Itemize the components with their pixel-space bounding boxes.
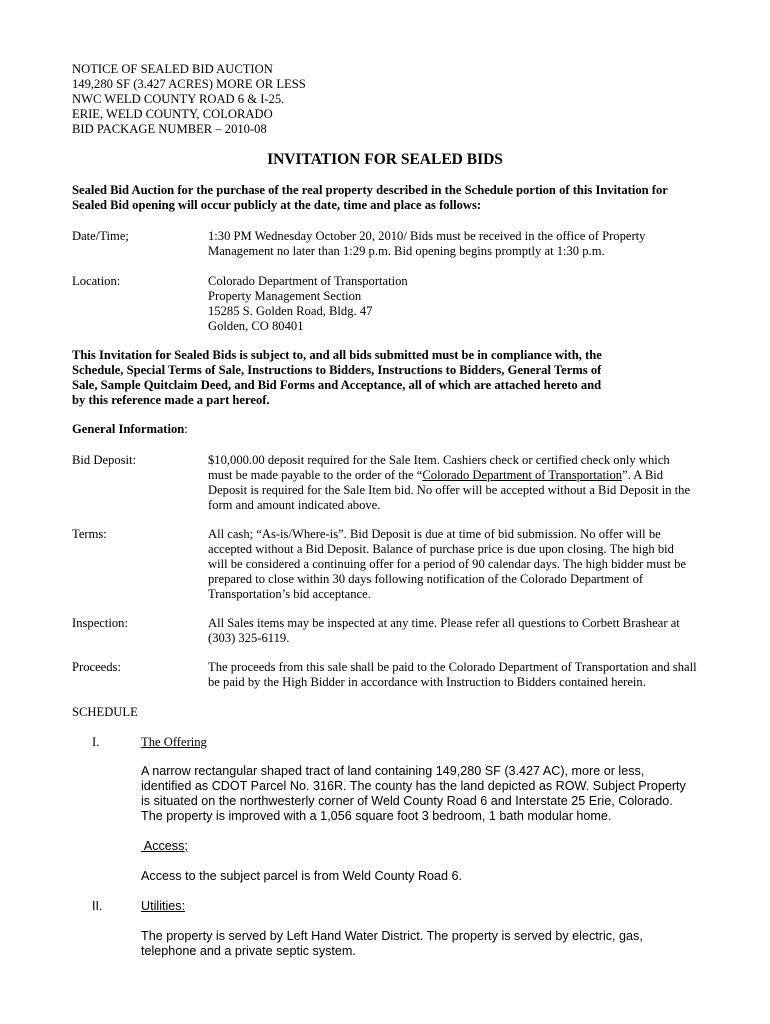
compliance-line: by this reference made a part hereof. xyxy=(72,393,270,407)
location-line: Colorado Department of Transportation xyxy=(208,274,408,288)
utilities-line: The property is served by Left Hand Water District. The property is served by electric, gas, xyxy=(141,929,643,943)
compliance-paragraph xyxy=(72,348,602,408)
date-time-line: 1:30 PM Wednesday October 20, 2010/ Bids must be received in the office of Property xyxy=(208,229,646,243)
terms-line: will be considered a continuing offer for a period of 90 calendar days. The high bidder must be xyxy=(208,557,686,571)
terms-value xyxy=(208,527,708,602)
section-one-title: The Offering xyxy=(141,735,207,749)
location-line: Golden, CO 80401 xyxy=(208,319,304,333)
bid-deposit-value xyxy=(208,453,708,513)
proceeds-line: be paid by the High Bidder in accordance with Instruction to Bidders contained herein. xyxy=(208,675,646,689)
general-information-heading xyxy=(72,422,188,437)
general-information-colon: : xyxy=(184,422,188,436)
bid-deposit-line: form and amount indicated above. xyxy=(208,498,381,512)
offering-line: A narrow rectangular shaped tract of land containing 149,280 SF (3.427 AC), more or less, xyxy=(141,764,645,778)
intro-line: Sealed Bid Auction for the purchase of the real property described in the Schedule portion of this Invitation for xyxy=(72,183,668,197)
terms-line: Transportation’s bid acceptance. xyxy=(208,587,371,601)
bid-deposit-text: must be made payable to the order of the “ xyxy=(208,468,423,482)
offering-line: The property is improved with a 1,056 square foot 3 bedroom, 1 bath modular home. xyxy=(141,809,612,823)
proceeds-value xyxy=(208,660,708,690)
inspection-label: Inspection: xyxy=(72,616,128,630)
header-line: ERIE, WELD COUNTY, COLORADO xyxy=(72,107,273,121)
location-label: Location: xyxy=(72,274,121,288)
bid-deposit-label: Bid Deposit: xyxy=(72,453,137,467)
location-value xyxy=(208,274,708,334)
inspection-value xyxy=(208,616,708,646)
bid-deposit-line: Deposit is required for the Sale Item bid. No offer will be accepted without a Bid Deposit in the xyxy=(208,483,691,497)
compliance-line: This Invitation for Sealed Bids is subject to, and all bids submitted must be in compliance with, the xyxy=(72,348,602,362)
proceeds-line: The proceeds from this sale shall be paid to the Colorado Department of Transportation and shall xyxy=(208,660,697,674)
inspection-line: (303) 325-6119. xyxy=(208,631,290,645)
header-line: NWC WELD COUNTY ROAD 6 & I-25. xyxy=(72,92,285,106)
terms-line: All cash; “As-is/Where-is”. Bid Deposit is due at time of bid submission. No offer will be xyxy=(208,527,661,541)
general-information-text: General Information xyxy=(72,422,185,436)
proceeds-label: Proceeds: xyxy=(72,660,121,674)
offering-line: identified as CDOT Parcel No. 316R. The county has the land depicted as ROW. Subject Property xyxy=(141,779,686,793)
intro-line: Sealed Bid opening will occur publicly at the date, time and place as follows: xyxy=(72,198,482,212)
terms-label: Terms: xyxy=(72,527,107,541)
section-two-numeral: II. xyxy=(92,899,103,913)
notice-header xyxy=(72,62,306,137)
bid-deposit-line xyxy=(208,468,708,483)
date-time-value xyxy=(208,229,708,259)
utilities-paragraph xyxy=(141,929,643,959)
document-title: INVITATION FOR SEALED BIDS xyxy=(267,151,503,168)
offering-line: is situated on the northwesterly corner of Weld County Road 6 and Interstate 25 Erie, Colorado. xyxy=(141,794,673,808)
section-one-numeral: I. xyxy=(92,735,100,749)
date-time-line: Management no later than 1:29 p.m. Bid opening begins promptly at 1:30 p.m. xyxy=(208,244,605,258)
section-two-title: Utilities: xyxy=(141,899,186,913)
offering-paragraph xyxy=(141,764,686,824)
inspection-line: All Sales items may be inspected at any time. Please refer all questions to Corbett Brashear at xyxy=(208,616,680,630)
compliance-line: Schedule, Special Terms of Sale, Instructions to Bidders, Instructions to Bidders, General Terms of xyxy=(72,363,602,377)
terms-line: prepared to close within 30 days following notification of the Colorado Department of xyxy=(208,572,644,586)
header-line: NOTICE OF SEALED BID AUCTION xyxy=(72,62,273,76)
location-line: Property Management Section xyxy=(208,289,362,303)
compliance-line: Sale, Sample Quitclaim Deed, and Bid Forms and Acceptance, all of which are attached hereto and xyxy=(72,378,602,392)
terms-line: accepted without a Bid Deposit. Balance of purchase price is due upon closing. The high bid xyxy=(208,542,674,556)
access-heading: Access; xyxy=(141,839,188,853)
location-line: 15285 S. Golden Road, Bldg. 47 xyxy=(208,304,373,318)
cdot-payee-link: Colorado Department of Transportation xyxy=(422,468,623,482)
utilities-line: telephone and a private septic system. xyxy=(141,944,356,958)
bid-deposit-text: ”. A Bid xyxy=(622,468,664,482)
access-text: Access to the subject parcel is from Weld County Road 6. xyxy=(141,869,463,883)
intro-paragraph xyxy=(72,183,668,213)
bid-deposit-line: $10,000.00 deposit required for the Sale Item. Cashiers check or certified check only which xyxy=(208,453,670,467)
header-line: 149,280 SF (3.427 ACRES) MORE OR LESS xyxy=(72,77,306,91)
header-line: BID PACKAGE NUMBER – 2010-08 xyxy=(72,122,267,136)
schedule-heading: SCHEDULE xyxy=(72,705,138,719)
date-time-label: Date/Time; xyxy=(72,229,129,243)
